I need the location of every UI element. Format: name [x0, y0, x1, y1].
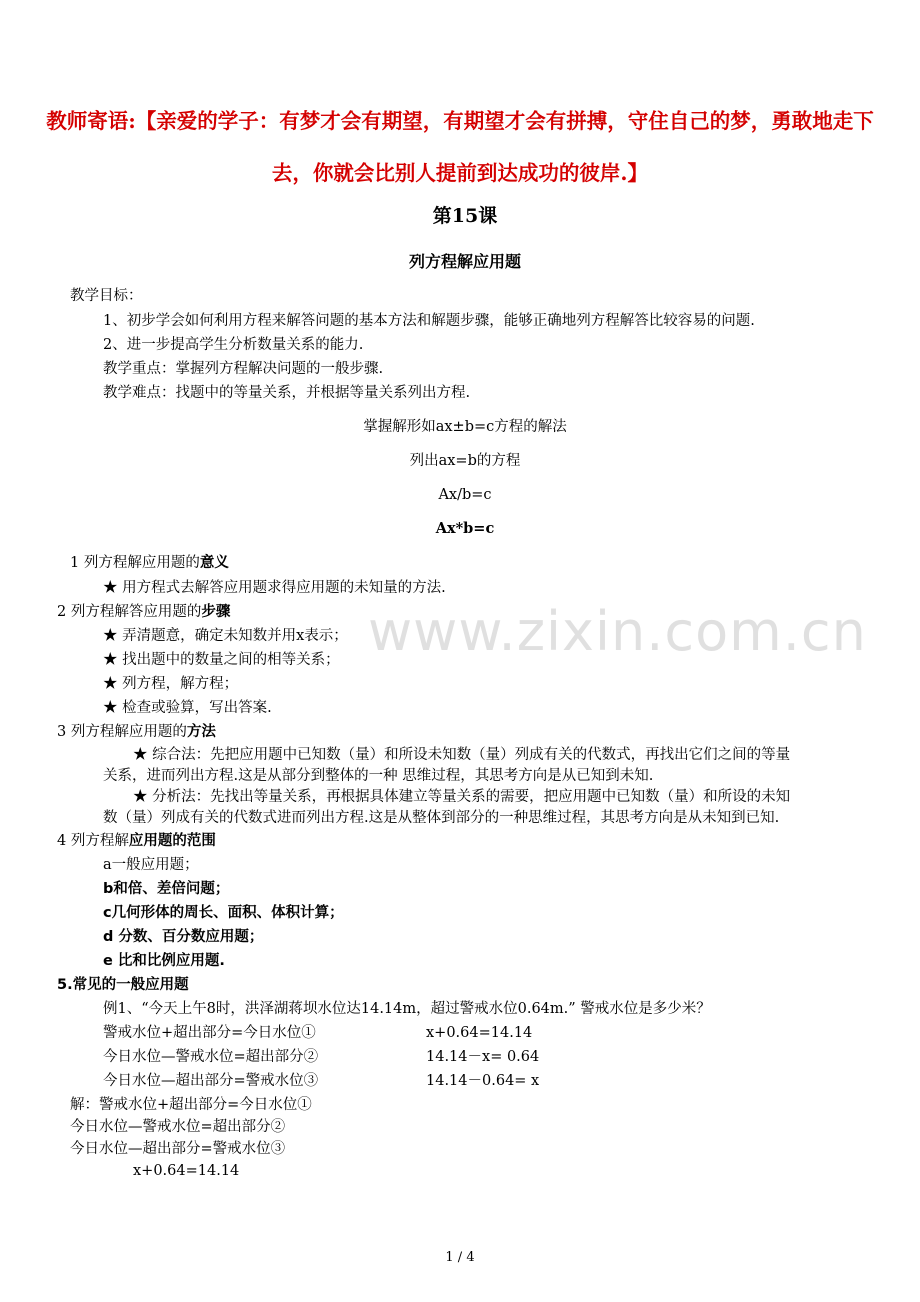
section-4-heading [57, 830, 216, 852]
final-equation: x+0.64=14.14 [133, 1163, 240, 1179]
section-4-bold: 应用题的范围 [128, 832, 216, 849]
step-item-4: ★ 检查或验算，写出答案. [103, 700, 272, 716]
section-4-prefix: 4 列方程解 [57, 833, 129, 849]
teaching-difficulty: 教学难点：找题中的等量关系，并根据等量关系列出方程. [103, 385, 471, 401]
lesson-title: 第15课 [432, 205, 498, 227]
solution-line-3: 今日水位—超出部分=警戒水位③ [70, 1141, 286, 1157]
example-question: 例1、“今天上午8时，洪泽湖蒋坝水位达14.14m，超过警戒水位0.64m.” 警戒水位是多少米？ [103, 1001, 711, 1017]
lesson-subtitle: 列方程解应用题 [408, 252, 521, 271]
section-3-prefix: 3 列方程解应用题的 [57, 724, 187, 740]
scope-item-3: c几何形体的周长、面积、体积计算； [103, 905, 344, 921]
section-1-bold: 意义 [199, 554, 229, 571]
teacher-motto-text-1: 【亲爱的学子：有梦才会有期望，有期望才会有拼搏，守住自己的梦，勇敢地走下 [135, 109, 874, 133]
section-3-heading [57, 721, 216, 743]
relation-equation-3: 14.14－0.64= x [426, 1073, 540, 1089]
solution-line-1: 解：警戒水位+超出部分=今日水位① [70, 1097, 312, 1113]
centered-line-2: 列出ax=b的方程 [409, 453, 521, 469]
centered-line-4: Ax*b=c [435, 520, 495, 537]
meaning-item: ★ 用方程式去解答应用题求得应用题的未知量的方法. [103, 580, 446, 596]
section-5-heading: 5.常见的一般应用题 [57, 977, 189, 993]
solution-line-2: 今日水位—警戒水位=超出部分② [70, 1119, 286, 1135]
scope-item-1: a一般应用题； [103, 857, 199, 873]
method-analysis-line-1: ★ 分析法：先找出等量关系，再根据具体建立等量关系的需要，把应用题中已知数（量）和所设的未知 [133, 789, 791, 805]
relation-equation-2: 14.14－x= 0.64 [426, 1049, 540, 1065]
section-3-bold: 方法 [186, 723, 216, 740]
objective-item-2: 2、进一步提高学生分析数量关系的能力. [103, 337, 364, 353]
page-number: 1 / 4 [445, 1250, 475, 1265]
step-item-3: ★ 列方程，解方程； [103, 676, 239, 692]
section-1-heading [70, 552, 229, 574]
scope-item-5: e 比和比例应用题. [103, 953, 225, 969]
section-2-heading [57, 601, 230, 623]
objectives-heading: 教学目标： [70, 288, 143, 304]
relation-text-2: 今日水位—警戒水位=超出部分② [103, 1049, 319, 1065]
method-synthesis-line-1: ★ 综合法：先把应用题中已知数（量）和所设未知数（量）列成有关的代数式，再找出它们之间的等量 [133, 747, 791, 763]
relation-text-3: 今日水位—超出部分=警戒水位③ [103, 1073, 319, 1089]
scope-item-2: b和倍、差倍问题； [103, 881, 230, 897]
method-analysis-line-2: 数（量）列成有关的代数式进而列出方程.这是从整体到部分的一种思维过程，其思考方向是从未知到已知. [103, 810, 780, 826]
section-1-prefix: 1 列方程解应用题的 [70, 555, 200, 571]
step-item-2: ★ 找出题中的数量之间的相等关系； [103, 652, 340, 668]
objective-item-1: 1、初步学会如何利用方程来解答问题的基本方法和解题步骤，能够正确地列方程解答比较容易的问题. [103, 313, 755, 329]
teacher-motto-line-1 [40, 93, 880, 149]
centered-line-1: 掌握解形如ax±b=c方程的解法 [363, 419, 567, 435]
teacher-motto-line-2 [40, 145, 880, 201]
watermark: www.zixin.com.cn [368, 600, 867, 663]
section-2-prefix: 2 列方程解答应用题的 [57, 604, 202, 620]
scope-item-4: d 分数、百分数应用题； [103, 929, 264, 945]
centered-line-3: Ax/b=c [438, 487, 492, 503]
relation-text-1: 警戒水位+超出部分=今日水位① [103, 1025, 316, 1041]
teacher-motto-text-2: 去，你就会比别人提前到达成功的彼岸.】 [271, 161, 649, 185]
teaching-key-point: 教学重点：掌握列方程解决问题的一般步骤. [103, 361, 384, 377]
step-item-1: ★ 弄清题意，确定未知数并用x表示； [103, 628, 348, 644]
method-synthesis-line-2: 关系，进而列出方程.这是从部分到整体的一种 思维过程，其思考方向是从已知到未知. [103, 768, 654, 784]
teacher-motto-label: 教师寄语: [46, 109, 136, 133]
section-2-bold: 步骤 [201, 603, 231, 620]
relation-equation-1: x+0.64=14.14 [426, 1025, 533, 1041]
